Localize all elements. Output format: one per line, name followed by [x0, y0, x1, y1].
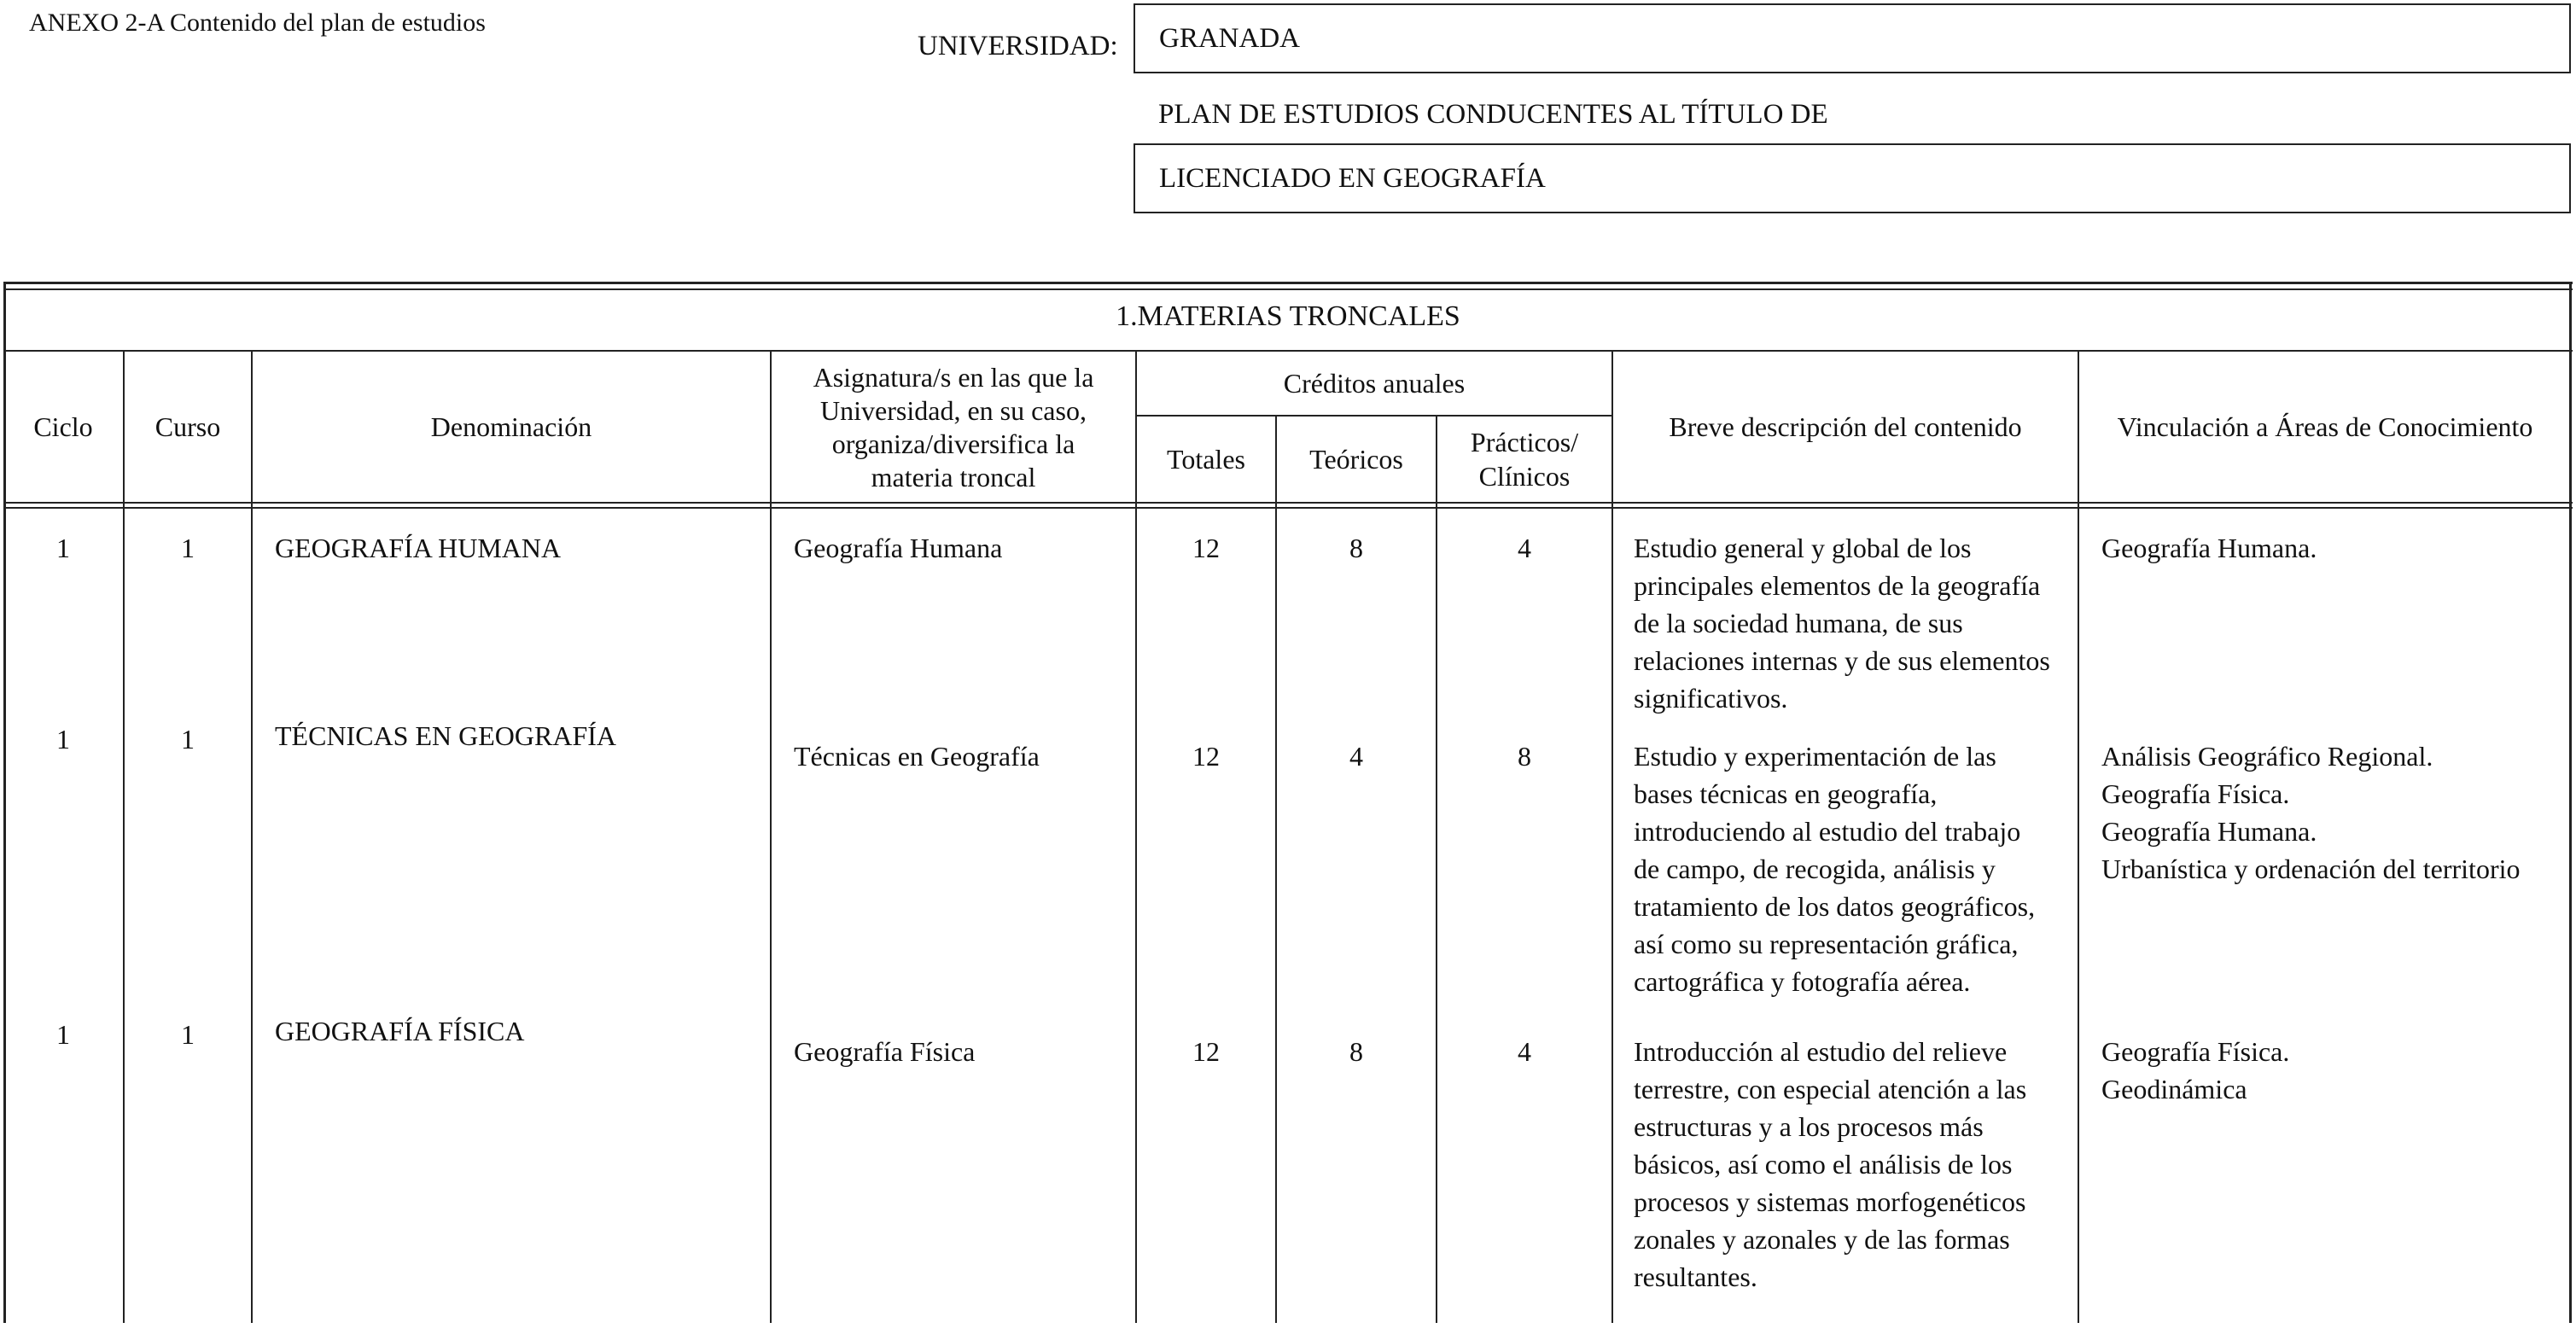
col-header-curso: Curso — [154, 411, 221, 442]
header-bottom-rule — [3, 502, 2573, 504]
col-header-ciclo: Ciclo — [33, 411, 93, 442]
row1-asignatura: Geografía Humana — [794, 533, 1003, 563]
row1-totales: 12 — [1192, 533, 1220, 563]
university-value: GRANADA — [1159, 22, 1300, 54]
row3-vinculacion: Geografía Física. Geodinámica — [2101, 1036, 2290, 1104]
row1-ciclo: 1 — [56, 533, 70, 563]
col-header-totales: Totales — [1167, 444, 1245, 475]
university-field — [1134, 3, 2571, 73]
row2-practicos: 8 — [1518, 741, 1531, 772]
degree-title-field — [1134, 143, 2571, 213]
plan-label: PLAN DE ESTUDIOS CONDUCENTES AL TÍTULO DE — [1158, 99, 1828, 130]
university-label: UNIVERSIDAD: — [918, 31, 1118, 61]
row1-denominacion: GEOGRAFÍA HUMANA — [275, 533, 562, 563]
row1-vinculacion: Geografía Humana. — [2101, 533, 2317, 563]
row2-descripcion: Estudio y experimentación de las bases técnicas en geografía, introduciendo al estudio del trabajo de campo, de recogida, análisis y tratamiento de los datos geográficos, así como su representación gráfica, cartográfica y fotografía aérea. — [1634, 741, 2036, 997]
row1-practicos: 4 — [1518, 533, 1531, 563]
header-bottom-rule-inner — [3, 507, 2573, 509]
col-header-teoricos: Teóricos — [1309, 444, 1403, 475]
row2-denominacion: TÉCNICAS EN GEOGRAFÍA — [275, 720, 616, 751]
row3-curso: 1 — [181, 1019, 195, 1050]
row1-descripcion: Estudio general y global de los principales elementos de la geografía de la sociedad humana, de sus relaciones internas y de sus elementos significativos. — [1634, 533, 2050, 714]
table-top-rule — [3, 282, 2573, 284]
row3-totales: 12 — [1192, 1036, 1220, 1067]
col-header-descripcion: Breve descripción del contenido — [1669, 411, 2022, 442]
troncales-table — [3, 282, 2573, 1340]
row3-descripcion: Introducción al estudio del relieve terrestre, con especial atención a las estructuras y a los procesos más básicos, así como el análisis de los procesos y sistemas morfogenéticos zonales y azonales y de las formas resultantes. — [1634, 1036, 2027, 1292]
degree-title-value: LICENCIADO EN GEOGRAFÍA — [1159, 162, 1546, 194]
table-top-rule-inner — [3, 288, 2573, 290]
row2-totales: 12 — [1192, 741, 1220, 772]
row1-teoricos: 8 — [1349, 533, 1363, 563]
row1-curso: 1 — [181, 533, 195, 563]
row3-practicos: 4 — [1518, 1036, 1531, 1067]
row3-denominacion: GEOGRAFÍA FÍSICA — [275, 1016, 525, 1046]
row3-teoricos: 8 — [1349, 1036, 1363, 1067]
row2-ciclo: 1 — [56, 724, 70, 754]
row2-teoricos: 4 — [1349, 741, 1363, 772]
col-header-practicos: Prácticos/ Clínicos — [1470, 427, 1579, 492]
col-header-asignatura: Asignatura/s en las que la Universidad, en su caso, organiza/diversifica la materia troncal — [813, 362, 1094, 492]
row2-curso: 1 — [181, 724, 195, 754]
row2-asignatura: Técnicas en Geografía — [794, 741, 1040, 772]
col-header-creditos: Créditos anuales — [1283, 368, 1466, 399]
annex-title: ANEXO 2-A Contenido del plan de estudios — [29, 9, 486, 37]
row3-asignatura: Geografía Física — [794, 1036, 976, 1067]
col-header-vinculacion: Vinculación a Áreas de Conocimiento — [2117, 411, 2533, 442]
row3-ciclo: 1 — [56, 1019, 70, 1050]
section-title: 1.MATERIAS TRONCALES — [1116, 300, 1460, 332]
col-header-denominacion: Denominación — [430, 411, 592, 442]
row2-vinculacion: Análisis Geográfico Regional. Geografía Física. Geografía Humana. Urbanística y ordenación del territorio — [2101, 741, 2521, 884]
